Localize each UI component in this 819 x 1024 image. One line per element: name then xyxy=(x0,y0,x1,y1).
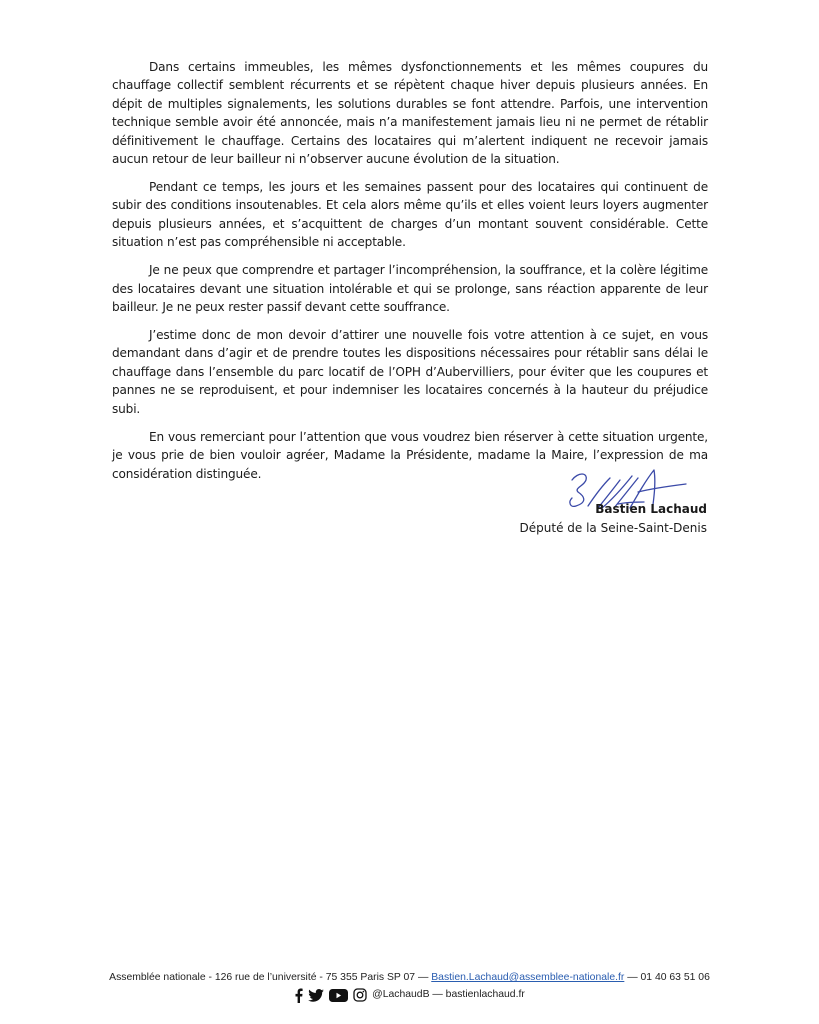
youtube-icon[interactable] xyxy=(329,989,348,1002)
footer-email-link[interactable]: Bastien.Lachaud@assemblee-nationale.fr xyxy=(431,972,625,983)
signer-name: Bastien Lachaud xyxy=(595,502,707,516)
footer-contact-line xyxy=(0,970,819,986)
footer-social-line xyxy=(0,986,819,1004)
paragraph-4: J’estime donc de mon devoir d’attirer une nouvelle fois votre attention à ce sujet, en vous demandant dans d’agir et de prendre toutes les dispositions nécessaires pour rétablir sans délai le chauffage dans l’ensemble du parc locatif de l’OPH d’Aubervilliers, pour éviter que les coupures et pannes ne se reproduisent, et pour indemniser les locataires concernés à la hauteur du préjudice subi. xyxy=(112,328,708,416)
paragraph-5: En vous remerciant pour l’attention que vous voudrez bien réserver à cette situation urgente, je vous prie de bien vouloir agréer, Madame la Présidente, madame la Maire, l’expression de ma considération distinguée. xyxy=(112,429,708,481)
footer-address: Assemblée nationale - 126 rue de l’université - 75 355 Paris SP 07 — xyxy=(109,972,432,983)
instagram-icon[interactable] xyxy=(353,988,367,1002)
paragraph-2: Pendant ce temps, les jours et les semaines passent pour des locataires qui continuent de subir des conditions insoutenables. Et cela alors même qu’ils et elles voient leurs loyers augmenter depuis plusieurs années, et s’acquittent de charges d’un montant souvent considérable. Cette situation n’est pas compréhensible ni acceptable. xyxy=(112,180,708,250)
footer xyxy=(0,970,819,1004)
footer-social-handle: @LachaudB — bastienlachaud.fr xyxy=(372,989,525,1000)
footer-phone: — 01 40 63 51 06 xyxy=(624,972,710,983)
twitter-icon[interactable] xyxy=(308,989,324,1002)
paragraph-3: Je ne peux que comprendre et partager l’incompréhension, la souffrance, et la colère légitime des locataires devant une situation intolérable et qui se prolonge, sans réaction apparente de leur bailleur. Je ne peux rester passif devant cette souffrance. xyxy=(112,263,708,315)
signature-block xyxy=(480,452,707,567)
facebook-icon[interactable] xyxy=(294,988,303,1003)
paragraph-1: Dans certains immeubles, les mêmes dysfonctionnements et les mêmes coupures du chauffage collectif semblent récurrents et se répètent chaque hiver depuis plusieurs années. En dépit de multiples signalements, les solutions durables se font attendre. Parfois, une intervention technique semble avoir été annoncée, mais n’a manifestement jamais lieu ni ne permet de rétablir définitivement le chauffage. Certains des locataires qui m’alertent indiquent ne recevoir jamais aucun retour de leur bailleur ni n’observer aucune évolution de la situation. xyxy=(112,60,708,167)
letter-body xyxy=(112,58,708,483)
signer-title: Député de la Seine-Saint-Denis xyxy=(519,521,707,535)
